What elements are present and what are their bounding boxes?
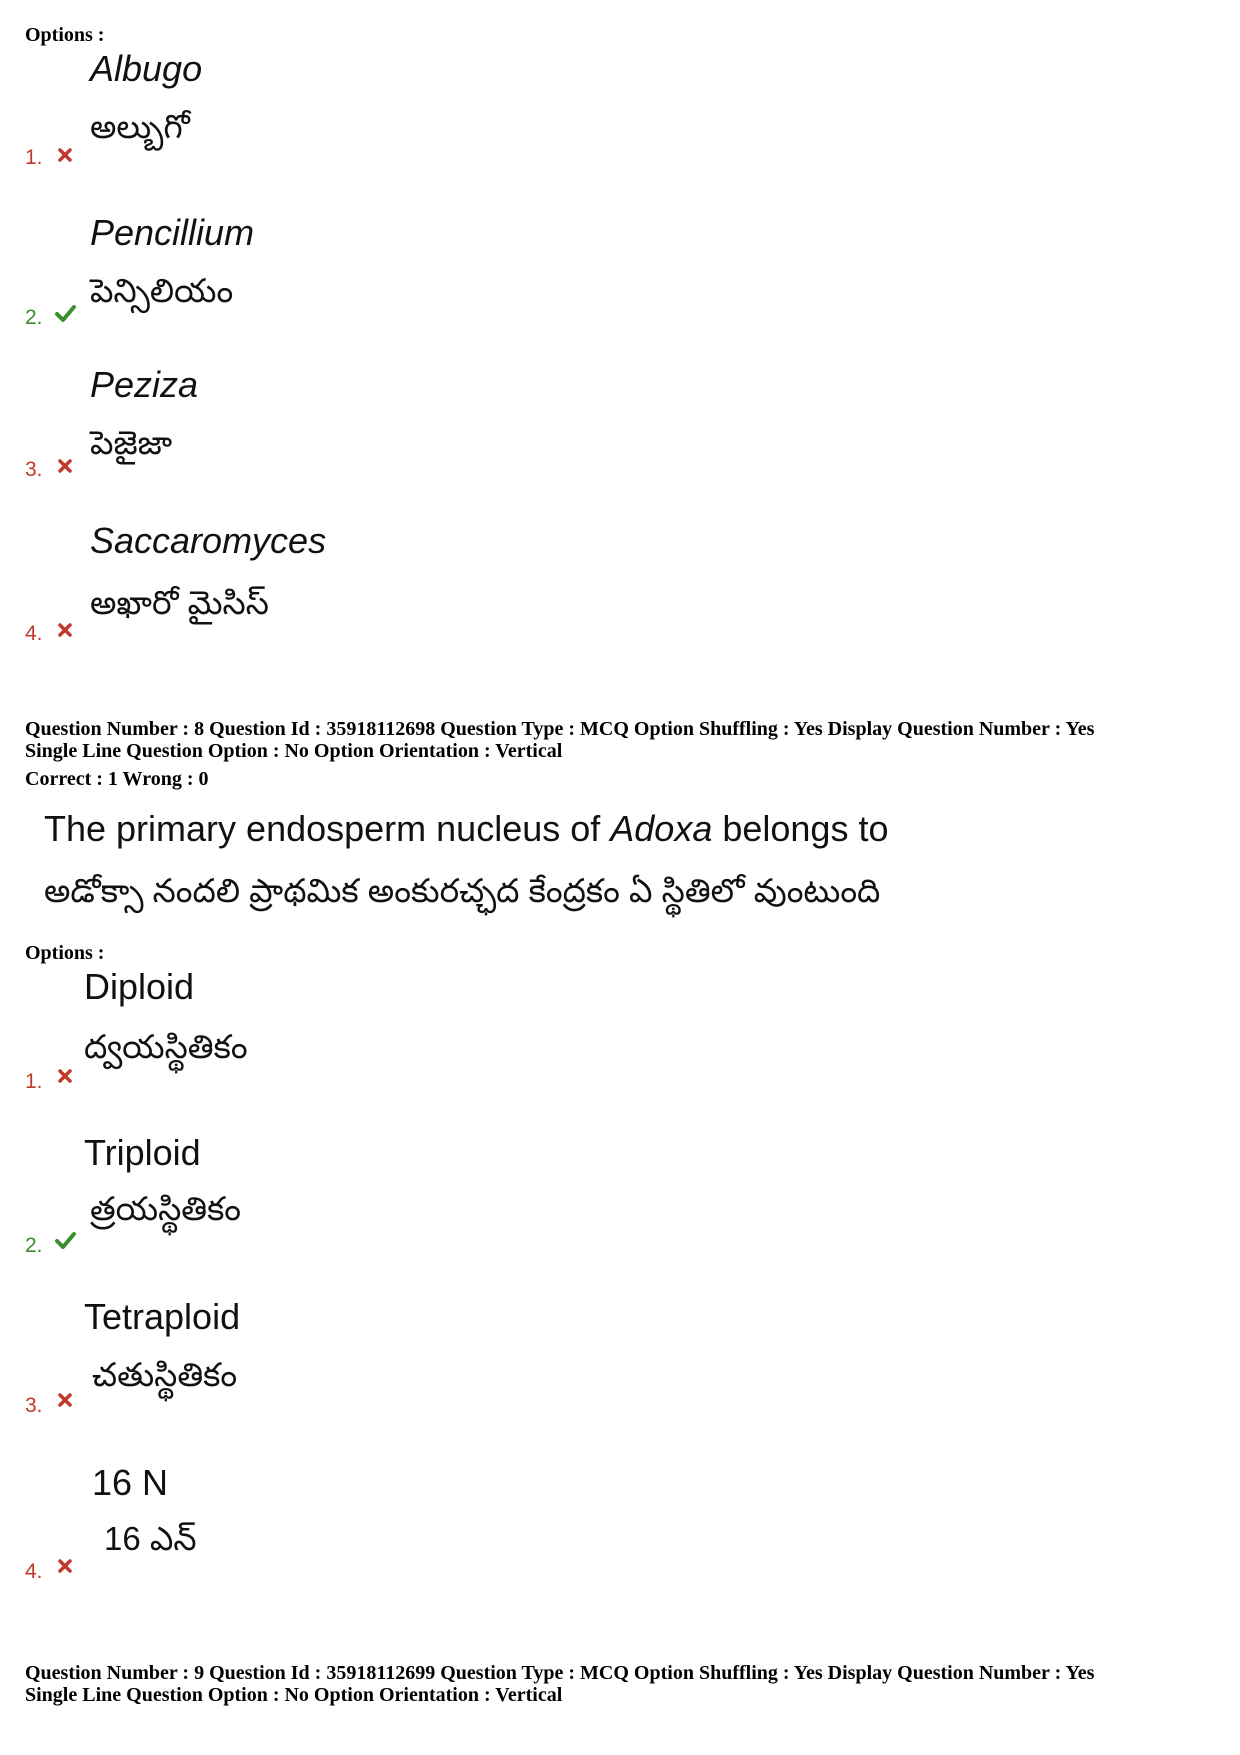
cross-icon	[56, 1557, 74, 1575]
option-2-english: Pencillium	[90, 212, 255, 253]
option-2-number: 2.	[25, 1234, 43, 1257]
cross-icon	[56, 1067, 74, 1085]
cross-icon	[56, 457, 74, 475]
option-1-english: Diploid	[84, 966, 195, 1007]
option-3-english: Peziza	[90, 364, 199, 405]
question-9-meta-line-2: Single Line Question Option : No Option Orientation : Vertical	[25, 1684, 563, 1706]
check-icon	[54, 1230, 76, 1250]
options-label: Options :	[25, 942, 105, 964]
option-4-telugu: అఖారో మైసిస్	[90, 584, 269, 621]
question-8-meta-line-1: Question Number : 8 Question Id : 35918112698 Question Type : MCQ Option Shuffling : Yes Display Question Number : Yes	[25, 718, 1095, 740]
option-3-number: 3.	[25, 1394, 43, 1417]
option-4-english: Saccaromyces	[90, 520, 327, 561]
option-4-telugu: 16 ఎన్	[104, 1520, 197, 1557]
option-2-english: Triploid	[84, 1132, 201, 1173]
cross-icon	[56, 621, 74, 639]
question-8-text-telugu: అడోక్సా నందలి ప్రాథమిక అంకురచ్ఛద కేంద్రకం ఏ స్థితిలో వుంటుంది	[44, 872, 881, 909]
option-3-telugu: చతుస్థితికం	[92, 1356, 238, 1393]
option-1-number: 1.	[25, 1070, 43, 1093]
option-1-telugu: ద్వయస్థితికం	[84, 1028, 248, 1065]
option-3-english: Tetraploid	[84, 1296, 241, 1337]
question-9-meta-line-1: Question Number : 9 Question Id : 35918112699 Question Type : MCQ Option Shuffling : Yes Display Question Number : Yes	[25, 1662, 1095, 1684]
question-8-text-english: The primary endosperm nucleus of Adoxa belongs to	[44, 808, 889, 849]
option-4-number: 4.	[25, 1560, 43, 1583]
option-4-number: 4.	[25, 622, 43, 645]
option-1-number: 1.	[25, 146, 43, 169]
option-3-number: 3.	[25, 458, 43, 481]
option-2-number: 2.	[25, 306, 43, 329]
option-1-english: Albugo	[90, 48, 203, 89]
options-label: Options :	[25, 24, 105, 46]
check-icon	[54, 303, 76, 323]
option-1-telugu: అల్బుగో	[90, 108, 190, 145]
cross-icon	[56, 146, 74, 164]
cross-icon	[56, 1391, 74, 1409]
option-3-telugu: పెజైజా	[90, 424, 173, 461]
option-2-telugu: పెన్సిలియం	[90, 272, 234, 309]
question-8-meta-line-2: Single Line Question Option : No Option Orientation : Vertical	[25, 740, 563, 762]
question-8-score: Correct : 1 Wrong : 0	[25, 768, 209, 790]
option-4-english: 16 N	[92, 1462, 169, 1503]
option-2-telugu: త్రయస్థితికం	[90, 1190, 242, 1227]
